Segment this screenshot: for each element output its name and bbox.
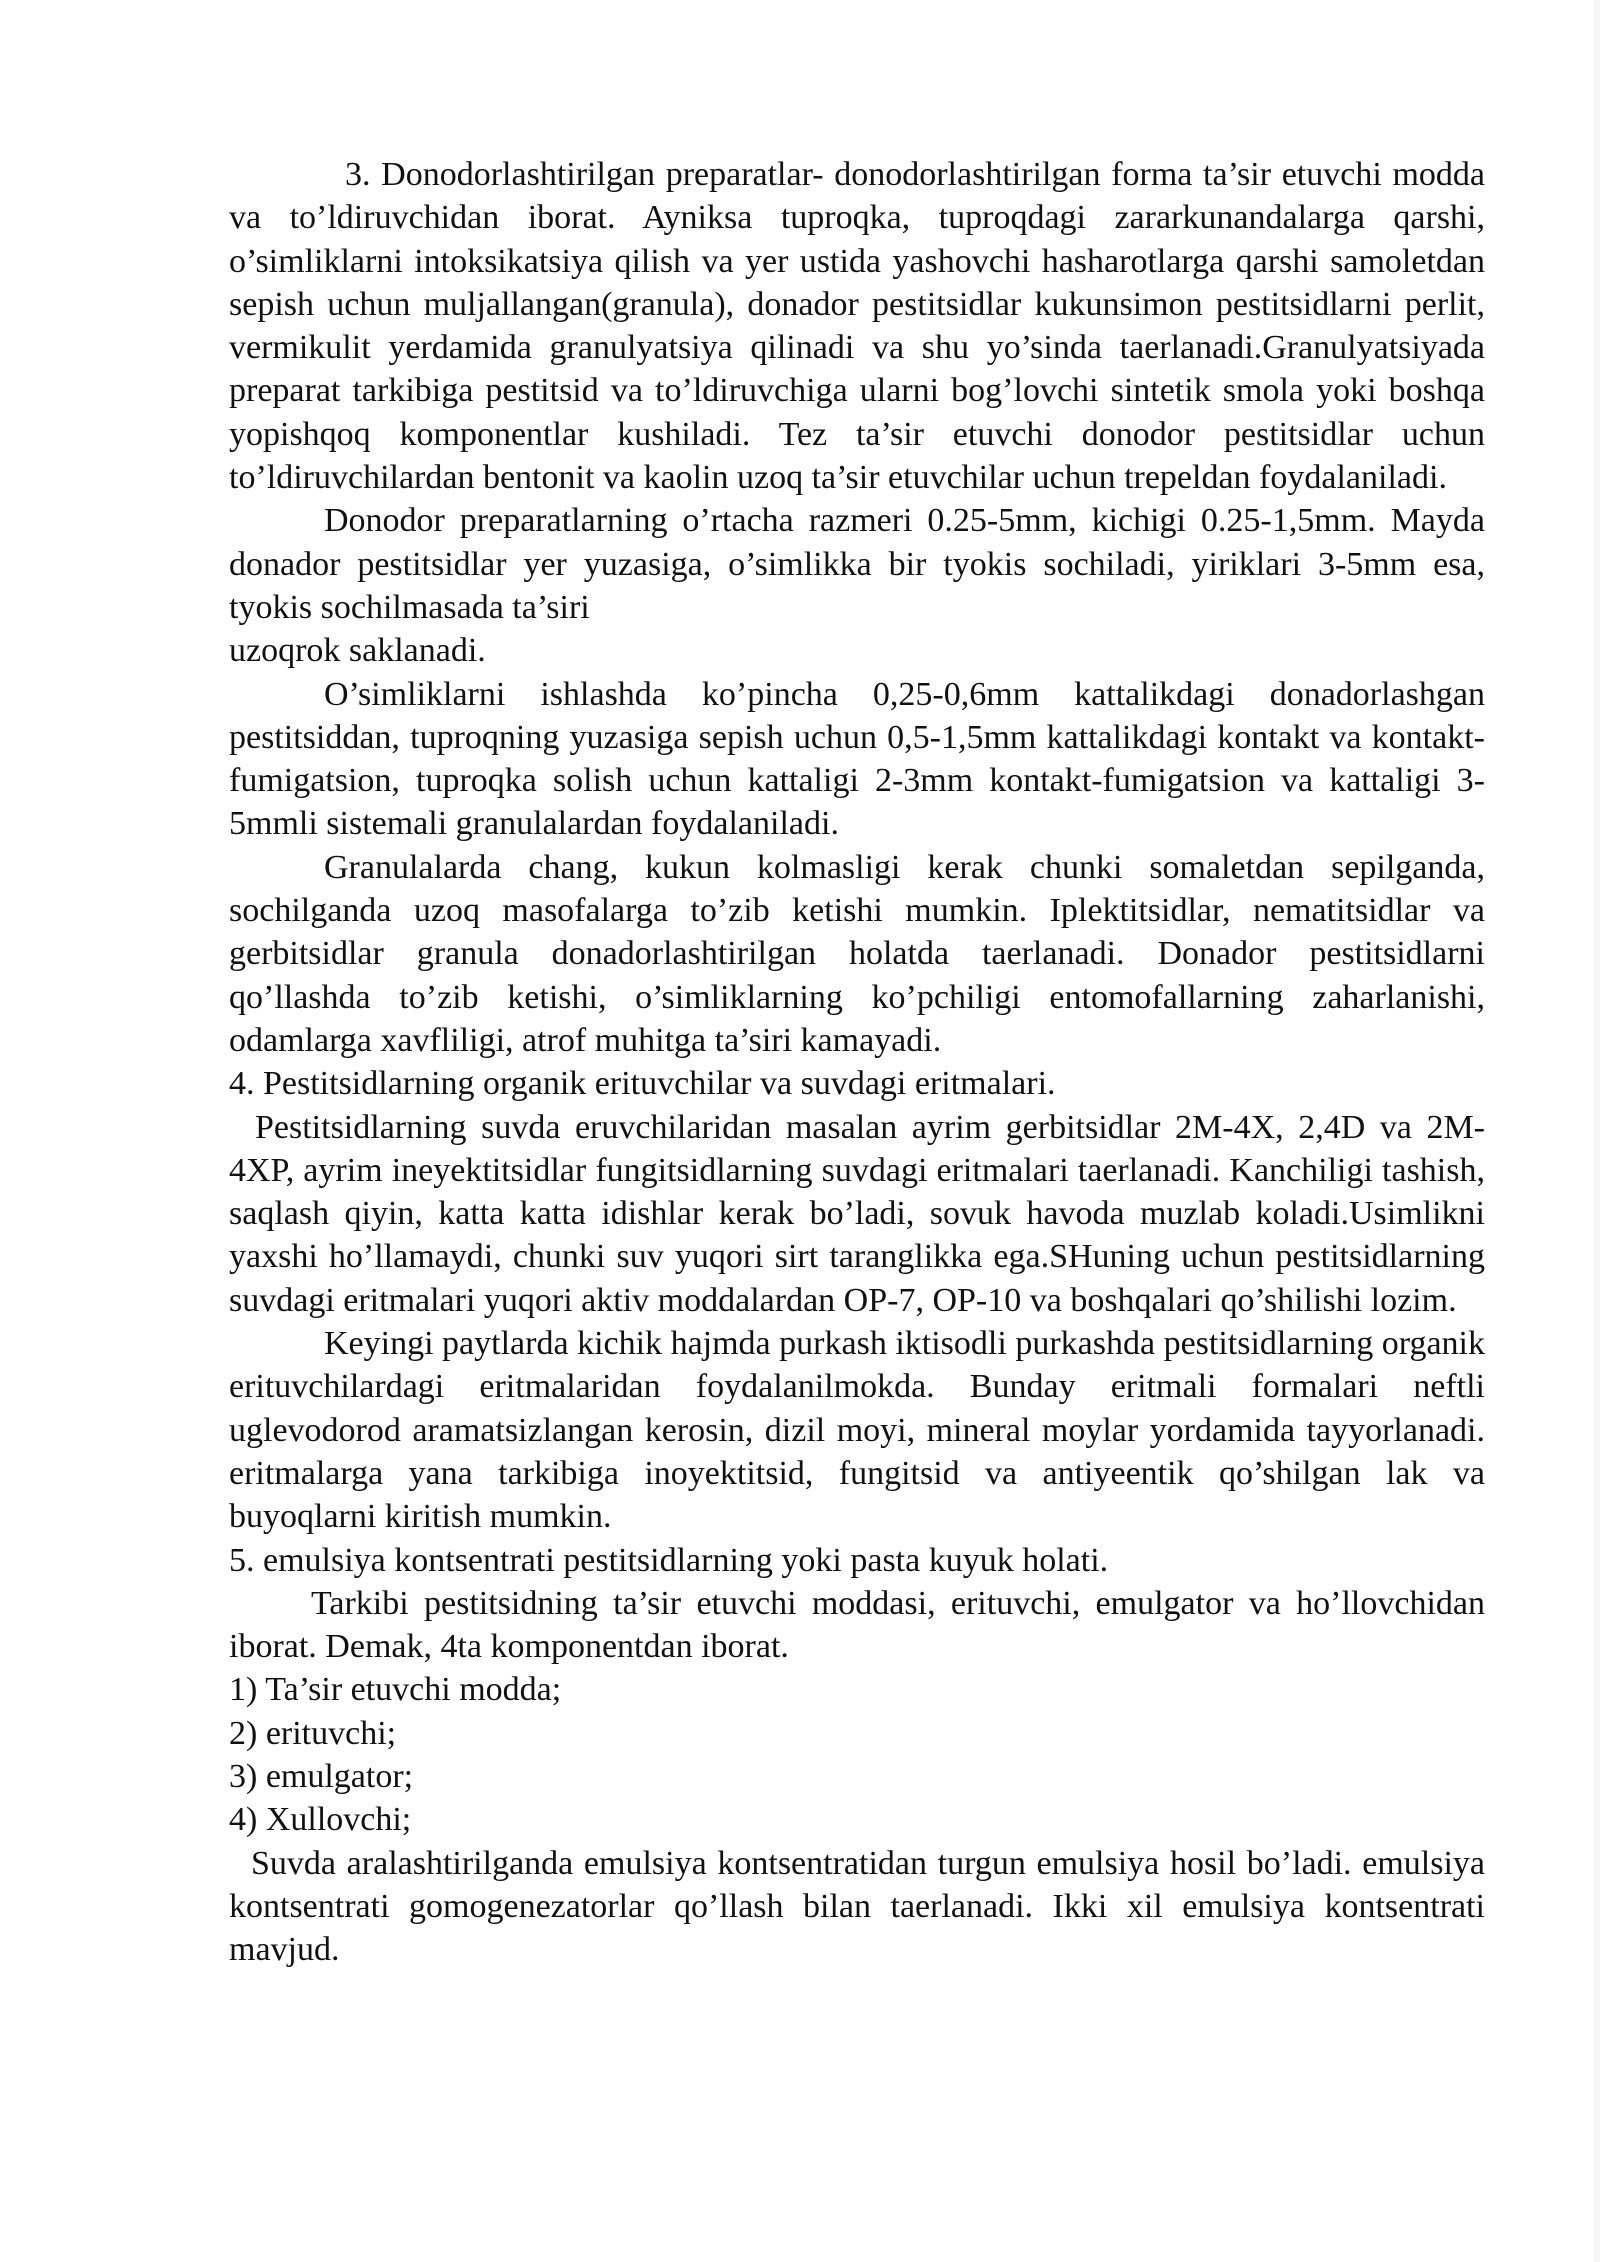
granule-dust-paragraph: Granulalarda chang, kukun kolmasligi kerak chunki somaletdan sepilganda, sochilganda uzoq masofalarga to’zib ketishi mumkin. Iplektitsidlar, nematitsidlar va gerbitsidlar granula donadorlashtirilgan holatda taerlanadi. Donador pestitsidlarni qo’llashda to’zib ketishi, o’simliklarning ko’pchiligi entomofallarning zaharlanishi, odamlarga xavfliligi, atrof muhitga ta’siri kamayadi. <box>229 848 1485 1059</box>
organic-solvents-paragraph: Keyingi paytlarda kichik hajmda purkash iktisodli purkashda pestitsidlarning organik erituvchilardagi eritmalaridan foydalanilmokda. Bunday eritmali formalari neftli uglevodorod aramatsizlangan kerosin, dizil moyi, mineral moylar yordamida tayyorlanadi. eritmalarga yana tarkibiga inoyektitsid, fungitsid va antiyeentik qo’shilgan lak va buyoqlarni kiritish mumkin. <box>229 1325 1485 1536</box>
composition-paragraph: Tarkibi pestitsidning ta’sir etuvchi moddasi, erituvchi, emulgator va ho’llovchidan iborat. Demak, 4ta komponentdan iborat. <box>229 1584 1485 1666</box>
plant-treatment-paragraph: O’simliklarni ishlashda ko’pincha 0,25-0,6mm kattalikdagi donadorlashgan pestitsiddan, tuproqning yuzasiga sepish uchun 0,5-1,5mm kattalikdagi kontakt va kontakt-fumigatsion, tuproqka solish uchun kattaligi 2-3mm kontakt-fumigatsion va kattaligi 3-5mmli sistemali granulalardan foydalaniladi. <box>229 675 1485 843</box>
section-3-paragraph: 3. Donodorlashtirilgan preparatlar- donodorlashtirilgan forma ta’sir etuvchi modda va to’ldiruvchidan iborat. Ayniksa tuproqka, tuproqdagi zararkunandalarga qarshi, o’simliklarni intoksikatsiya qilish va yer ustida yashovchi hasharotlarga qarshi samoletdan sepish uchun muljallangan(granula), donador pestitsidlar kukunsimon pestitsidlarni perlit, vermikulit yerdamida granulyatsiya qilinadi va shu yo’sinda taerlanadi.Granulyatsiyada preparat tarkibiga pestitsid va to’ldiruvchiga ularni bog’lovchi sintetik smola yoki boshqa yopishqoq komponentlar kushiladi. Tez ta’sir etuvchi donodor pestitsidlar uchun to’ldiruvchilardan bentonit va kaolin uzoq ta’sir etuvchilar uchun trepeldan foydalaniladi. <box>229 156 1485 497</box>
list-item: 4) Xullovchi; <box>229 1801 412 1839</box>
section-5-heading: 5. emulsiya kontsentrati pestitsidlarning yoki pasta kuyuk holati. <box>229 1541 1109 1579</box>
water-solutions-paragraph: Pestitsidlarning suvda eruvchilaridan masalan ayrim gerbitsidlar 2M-4X, 2,4D va 2M-4XP, ayrim ineyektitsidlar fungitsidlarning suvdagi eritmalari taerlanadi. Kanchiligi tashish, saqlash qiyin, katta katta idishlar kerak bo’ladi, sovuk havoda muzlab koladi.Usimlikni yaxshi ho’llamaydi, chunki suv yuqori sirt taranglikka ega.SHuning uchun pestitsidlarning suvdagi eritmalari yuqori aktiv moddalardan OP-7, OP-10 va boshqalari qo’shilishi lozim. <box>229 1108 1485 1319</box>
granule-size-paragraph: Donodor preparatlarning o’rtacha razmeri 0.25-5mm, kichigi 0.25-1,5mm. Mayda donador pestitsidlar yer yuzasiga, o’simlikka bir tyokis sochiladi, yiriklari 3-5mm esa, tyokis sochilmasada ta’siri <box>229 502 1485 626</box>
document-body <box>229 153 1485 1971</box>
page-edge-shade <box>1594 0 1600 2262</box>
list-item: 2) erituvchi; <box>229 1714 397 1752</box>
list-item: 1) Ta’sir etuvchi modda; <box>229 1671 562 1709</box>
list-item: 3) emulgator; <box>229 1757 414 1795</box>
emulsion-paragraph: Suvda aralashtirilganda emulsiya kontsentratidan turgun emulsiya hosil bo’ladi. emulsiya kontsentrati gomogenezatorlar qo’llash bilan taerlanadi. Ikki xil emulsiya kontsentrati mavjud. <box>229 1844 1485 1969</box>
granule-size-continuation: uzoqrok saklanadi. <box>229 632 486 670</box>
section-4-heading: 4. Pestitsidlarning organik erituvchilar va suvdagi eritmalari. <box>229 1065 1056 1103</box>
